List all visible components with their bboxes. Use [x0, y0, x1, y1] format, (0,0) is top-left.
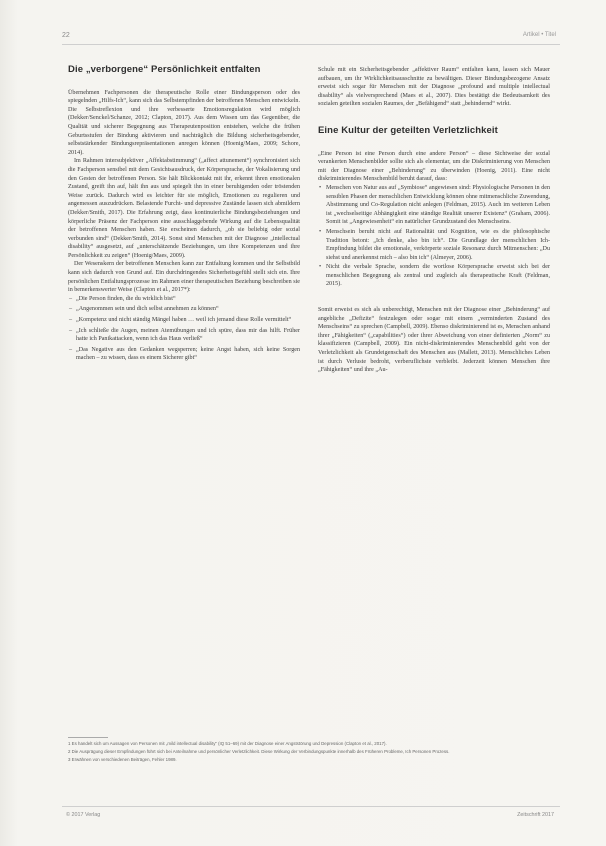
spacer — [318, 298, 550, 306]
quote-item: – „Das Negative aus den Gedanken wegsperren; keine Angst haben, sich keine Sorgen machen – zu wissen, dass es einem Sicherer gibt“ — [76, 346, 300, 363]
page-number: 22 — [62, 32, 70, 39]
spacer — [318, 290, 550, 298]
bullet-item: • Menschsein beruht nicht auf Rationalität und Kognition, wie es die philosophische Tradition betont: „Ich denke, also bin ich“. Die Grundlage der menschlichen Ich-Empfindung bildet die emotionale, verkörperte soziale Resonanz durch Mitmenschen: „Du siehst und anerkennst mich – also bin ich“ (Almeyer, 2006). — [326, 228, 550, 262]
footer-copyright: © 2017 Verlag — [66, 812, 101, 818]
bullet-list — [318, 184, 550, 289]
paragraph: Somit erweist es sich als unberechtigt, Menschen mit der Diagnose einer „Behinderung“ auf angebliche „Defizite“ festzulegen oder sogar mit einem „verminderten Zustand des Menschseins“ zu sprechen (Campbell, 2009). Ebenso diskriminierend ist es, Menschen anhand ihrer „Fähigkeiten“ („capabilities“) oder ihrer Abweichung von einer definierten „Norm“ zu klassifizieren (Campbell, 2009). Ein nicht-diskriminierendes Menschenbild geht von der Verletzlichkeit als Grundeigenschaft des Menschen aus (Mallett, 2013). Menschliches Leben ist durch Verluste bedroht, verberuflichste verbleibt. Jederzeit können Menschen ihre „Fähigkeiten“ und ihre „Au- — [318, 307, 550, 374]
quote-list — [68, 295, 300, 363]
right-column — [318, 66, 550, 375]
footnote-rule — [68, 737, 108, 738]
paragraph: Übernehmen Fachpersonen die therapeutische Rolle einer Bindungsperson oder des spiegelnden „Hilfs-Ich“, kann sich das Selbstempfinden der betroffenen Menschen entwickeln. Die Selbstreflexion und ihre verbesserte Emotionsregulation wird möglich (Dekker/Senckel/Schanze, 2012; Clapton, 2017). Aus dem Wissen um das Gegenüber, die Qualität und sicherer Begegnung aus Therapeutenposition entstehen, welche die frühen Geburtsstufen der Bindung aktivieren und nachträglich die Bildung sicherheitsgebender, selbststärkender Bindungsrepräsentationen anregen können (Hoenig/Maes, 2009; Schore, 2014). — [68, 89, 300, 156]
running-head: Artikel • Titel — [522, 32, 556, 38]
footnote: 1 Es handelt sich um Aussagen von Personen mit „mild intellectual disability“ (IQ 51–69) mit der Diagnose einer Angststörung und Depression (Clapton et al., 2017). — [68, 741, 387, 746]
section-heading-left: Die „verborgene“ Persönlichkeit entfalten — [68, 64, 261, 75]
bullet-item: • Menschen von Natur aus auf „Symbiose“ angewiesen sind: Physiologische Personen in den sensiblen Phasen der menschlichen Entwicklung können ohne mitmenschliche Zuwendung, Abstimmung und Co-Regulation nicht anlegen (Feldman, 2015). Auch im weiteren Leben ist „wechselseitige Abhängigkeit eine ständige Realität unserer Existenz“ (Graham, 2006). Somit ist „Angewiesenheit“ ein natürlicher Grundzustand des Menschseins. — [326, 184, 550, 227]
header-rule — [62, 44, 560, 45]
footer-journal: Zeitschrift 2017 — [517, 812, 554, 818]
quote-item: – „Angenommen sein und dich selbst annehmen zu können“ — [76, 305, 300, 314]
footer-rule — [62, 806, 560, 807]
paragraph: Der Wesenskern der betroffenen Menschen kann zur Entfaltung kommen und ihr Selbstbild kann sich dadurch von Grund auf. Ein durchdringendes Sicherheitsgefühl stellt sich ein. Ihre persönlichen Entfaltungsprozesse im Rahmen einer therapeutischen Beziehung beschreiben sie in bemerkenswerter Weise (Clapton et al., 2017*): — [68, 261, 300, 294]
section-heading-right: Eine Kultur der geteilten Verletzlichkeit — [318, 124, 498, 136]
footnotes — [68, 741, 548, 765]
footnote: 2 Die Ausprägung dieser Empfindungen führt sich bei Anteilnahme und persönlicher Verletzlichkeit. Diese Wirkung der Verbindungspunkte innerhalb des Früheren Probleme, Ich Personen Prozess. — [68, 748, 450, 754]
paragraph: Schule mit ein Sicherheitsgebender „affektiver Raum“ entfalten kann, lassen sich Mauer aufbauen, um ihr Wirklichkeitsausschnitte zu bewältigen. Dieser Bindungsbezogene Ansatz erweist sich sogar für Menschen mit der Diagnose „profound and multiple intellectual disability“ als vielversprechend (Maes et al., 2007). Dies bestätigt die Bedeutsamkeit des sozialen geteilten sozialen Raumes, der „Befähigend“ statt „behindernd“ wirkt. — [318, 67, 550, 108]
bullet-item: • Nicht die verbale Sprache, sondern die wortlose Körpersprache erweist sich bei der menschlichen Begegnung als zentral und zugleich als therapeutische Kraft (Feldman, 2015). — [326, 263, 550, 289]
paragraph: „Eine Person ist eine Person durch eine andere Person“ – diese Sichtweise der sozial verankerten Menschenbilder sollte sich als elementar, um die Diskriminierung von Menschen mit der Diagnose einer „Behinderung“ zu überwinden (Hoenig, 2011). Eine nicht diskriminierendes Menschenbild beruht darauf, dass: — [318, 150, 550, 183]
left-column — [68, 66, 300, 365]
quote-item: – „Kompetenz und nicht ständig Mängel haben … weil ich jemand diese Rolle vermittelt“ — [76, 316, 300, 325]
quote-item: – „Ich schließe die Augen, meinen Atemübungen und ich spüre, dass mir das hilft. Früher hatte ich Panikattacken, wenn ich das Haus verließ“ — [76, 327, 300, 344]
paragraph: Im Rahmen intersubjektiver „Affektabstimmung“ („affect attunement“) synchronisiert sich die Fachperson sensibel mit dem Gesichtsausdruck, der Körpersprache, der Vokalisierung und den Gesten der betroffenen Person. Sie hält Blickkontakt mit ihr, erkennt ihren emotionalen Zustand, greift ihn auf, hält ihn aus und spiegelt ihn in einer beruhigenden oder tröstenden Weise zurück. Dadurch wird es leichter für sie möglich, Emotionen zu regulieren und angemessen auszudrücken. Belastende Furcht- und depressive Zustände lassen sich abmildern (Dekker/Smith, 2017). Die Erfahrung zeigt, dass kontinuierliche Bindungsbeziehungen und körperliche Präsenz der Fachperson eine ausschlaggebende Wirkung auf die Lebensqualität der betroffenen Menschen haben. Sie erscheinen dadurch, „ob sie beliebig oder sozial verbunden sind“ (Dekker/Smith, 2014). Sonst sind Menschen mit der Diagnose „intellectual disability“ ausgesetzt, auf „unterschätzende Beziehungen, um ihre Kompetenzen und ihre Persönlichkeit zu zeigen“ (Hoenig/Maes, 2009). — [68, 158, 300, 259]
quote-item: – „Die Person finden, die du wirklich bist“ — [76, 295, 300, 304]
footnote: 3 Erwähnen von verschiedenen Beiträgen, Fehler 1989. — [68, 756, 177, 762]
